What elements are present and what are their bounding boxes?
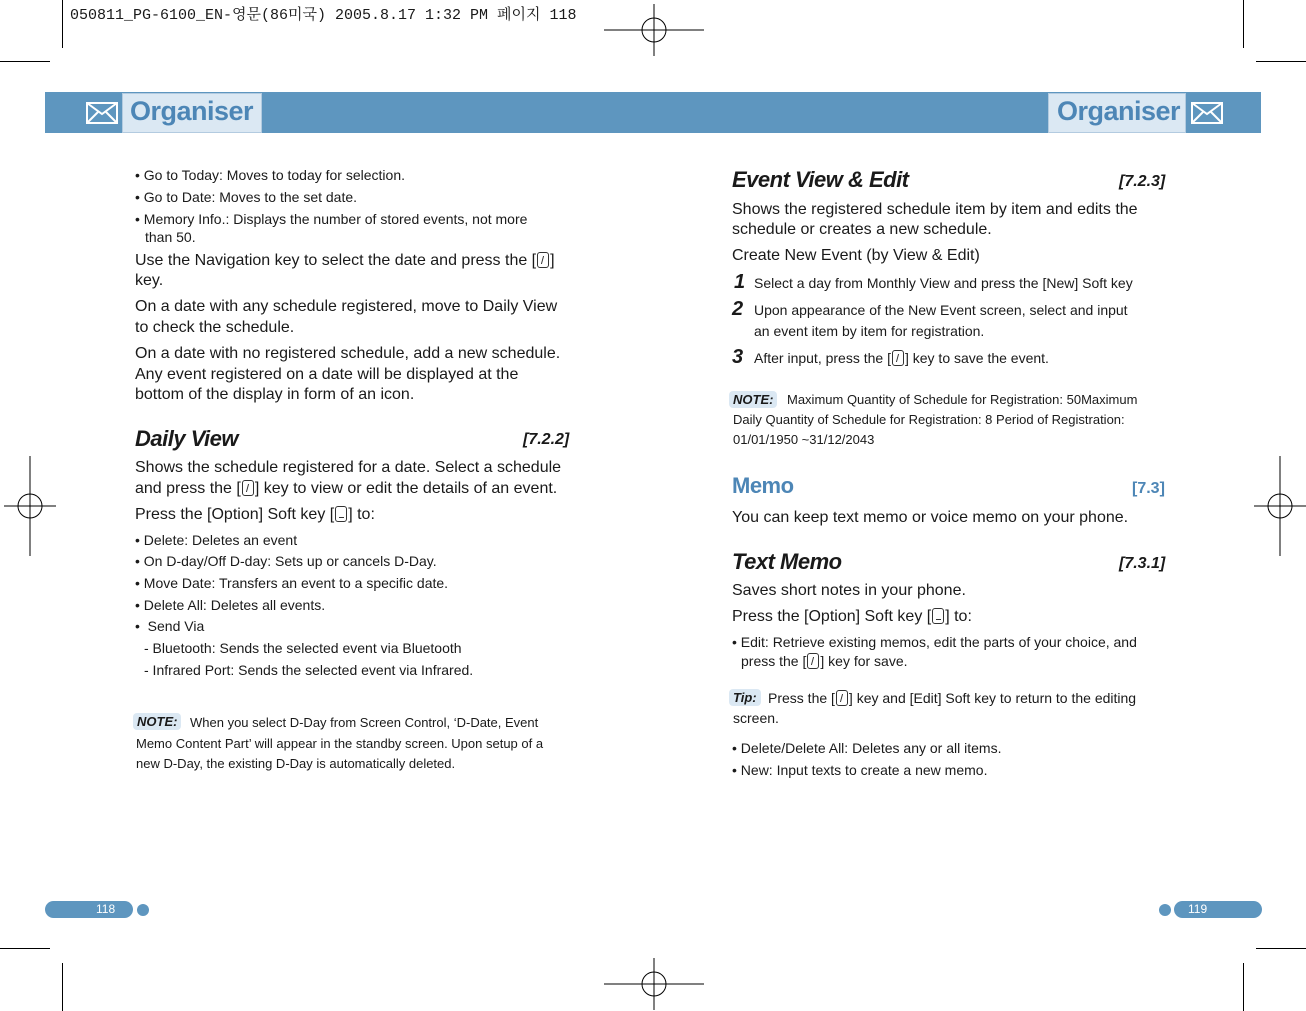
crop-mark	[0, 61, 50, 62]
envelope-icon	[1191, 102, 1223, 124]
paragraph: Shows the registered schedule item by item and edits the	[732, 201, 1138, 218]
note-text: When you select D-Day from Screen Control, ‘D-Date, Event	[190, 715, 539, 730]
list-item: • New: Input texts to create a new memo.	[732, 762, 988, 778]
list-item: • Go to Today: Moves to today for selection.	[135, 167, 406, 183]
list-text: ] key for save.	[820, 653, 908, 669]
ok-key-icon	[892, 350, 904, 366]
list-subitem: - Infrared Port: Sends the selected event via Infrared.	[144, 662, 474, 678]
list-item: • Delete All: Deletes all events.	[135, 597, 326, 613]
step-text: an event item by item for registration.	[754, 323, 985, 339]
ok-key-icon	[242, 480, 254, 496]
paragraph-text: and press the [	[135, 480, 241, 497]
note-text: Memo Content Part’ will appear in the standby screen. Upon setup of a	[136, 736, 544, 751]
soft-key-icon	[932, 608, 944, 624]
paragraph-text: ] to:	[348, 506, 375, 523]
step-number: 3	[732, 346, 744, 368]
list-item: • Delete/Delete All: Deletes any or all items.	[732, 740, 1002, 756]
list-item: • On D-day/Off D-day: Sets up or cancels D-Day.	[135, 553, 437, 569]
note-text: new D-Day, the existing D-Day is automatically deleted.	[136, 756, 456, 771]
registration-mark-right	[1254, 456, 1306, 556]
paragraph-text: ] to:	[945, 608, 972, 625]
section-title-daily-view: Daily View	[135, 426, 239, 451]
section-title-event-view: Event View & Edit	[732, 167, 909, 192]
tip-text-part: ] key and [Edit] Soft key to return to the editing	[848, 690, 1137, 706]
crop-mark	[62, 963, 63, 1011]
step-number: 1	[734, 271, 746, 293]
paragraph: Saves short notes in your phone.	[732, 582, 966, 599]
step-number: 2	[732, 298, 744, 320]
crop-mark	[62, 0, 63, 48]
paragraph-text: Press the [Option] Soft key [	[732, 608, 932, 625]
header-title-left: Organiser	[130, 96, 254, 126]
paragraph-text: Press the [Option] Soft key [	[135, 506, 335, 523]
paragraph: Any event registered on a date will be displayed at the	[135, 366, 519, 383]
list-text: press the [	[741, 653, 807, 669]
ok-key-icon	[807, 653, 819, 669]
paragraph: key.	[135, 272, 164, 289]
crop-mark	[1256, 948, 1306, 949]
paragraph: On a date with any schedule registered, move to Daily View	[135, 298, 558, 315]
step-text	[754, 349, 1049, 368]
soft-key-icon	[335, 506, 347, 522]
list-subitem: - Bluetooth: Sends the selected event via Bluetooth	[144, 640, 462, 656]
step-text-part: After input, press the [	[754, 350, 891, 366]
envelope-icon	[86, 102, 118, 124]
header-title-right: Organiser	[1057, 96, 1181, 126]
paragraph	[135, 505, 375, 525]
step-text: Upon appearance of the New Event screen, select and input	[754, 302, 1128, 318]
ok-key-icon	[836, 690, 848, 706]
paragraph: Shows the schedule registered for a date. Select a schedule	[135, 459, 562, 476]
note-text: Maximum Quantity of Schedule for Registration: 50Maximum	[787, 392, 1138, 407]
paragraph-text: ]	[550, 252, 555, 269]
tip-text-part: Press the [	[768, 690, 835, 706]
section-ref: [7.3]	[1132, 480, 1165, 497]
paragraph: On a date with no registered schedule, add a new schedule.	[135, 345, 561, 362]
step-text: Select a day from Monthly View and press the [New] Soft key	[754, 275, 1133, 291]
tip-text	[768, 689, 1136, 708]
ok-key-icon	[537, 252, 549, 268]
list-item: • Move Date: Transfers an event to a specific date.	[135, 575, 449, 591]
list-item-continued	[741, 652, 908, 671]
tip-text: screen.	[733, 710, 779, 726]
page-number: 118	[96, 902, 116, 916]
registration-mark-top	[604, 4, 704, 56]
page-number-pill-left	[45, 901, 133, 918]
list-item: • Edit: Retrieve existing memos, edit the parts of your choice, and	[732, 634, 1137, 650]
section-ref: [7.2.3]	[1119, 173, 1166, 190]
section-ref: [7.3.1]	[1119, 555, 1166, 572]
paragraph	[732, 607, 972, 627]
crop-mark	[1243, 0, 1244, 48]
paragraph-text: Use the Navigation key to select the date and press the [	[135, 252, 537, 269]
paragraph: schedule or creates a new schedule.	[732, 221, 992, 238]
paragraph	[135, 251, 555, 271]
tip-label: Tip:	[729, 689, 761, 706]
list-item: • Go to Date: Moves to the set date.	[135, 189, 358, 205]
note-text: Daily Quantity of Schedule for Registration: 8 Period of Registration:	[733, 412, 1125, 427]
paragraph: bottom of the display in form of an icon.	[135, 386, 415, 403]
note-label: NOTE:	[133, 713, 181, 730]
paragraph	[135, 479, 557, 499]
paragraph-text: ] key to view or edit the details of an event.	[254, 480, 558, 497]
page-number: 119	[1188, 902, 1208, 916]
section-ref: [7.2.2]	[523, 431, 570, 448]
section-title-text-memo: Text Memo	[732, 549, 842, 574]
list-item: • Send Via	[135, 618, 205, 634]
crop-mark	[1243, 963, 1244, 1011]
paragraph: Create New Event (by View & Edit)	[732, 247, 980, 264]
page-dot	[1159, 904, 1171, 916]
crop-mark	[0, 948, 50, 949]
registration-mark-bottom	[604, 958, 704, 1010]
page-dot	[137, 904, 149, 916]
print-slug: 050811_PG-6100_EN-영문(86미국) 2005.8.17 1:32 PM 페이지 118	[70, 7, 577, 24]
paragraph: to check the schedule.	[135, 319, 295, 336]
step-text-part: ] key to save the event.	[904, 350, 1049, 366]
crop-mark	[1256, 61, 1306, 62]
section-title-memo: Memo	[732, 473, 794, 498]
note-label: NOTE:	[729, 391, 777, 408]
list-item: • Delete: Deletes an event	[135, 532, 298, 548]
list-item: • Memory Info.: Displays the number of stored events, not more	[135, 211, 528, 227]
list-item-continued: than 50.	[145, 229, 196, 245]
note-text: 01/01/1950 ~31/12/2043	[733, 432, 875, 447]
registration-mark-left	[4, 456, 56, 556]
paragraph: You can keep text memo or voice memo on your phone.	[732, 509, 1129, 526]
